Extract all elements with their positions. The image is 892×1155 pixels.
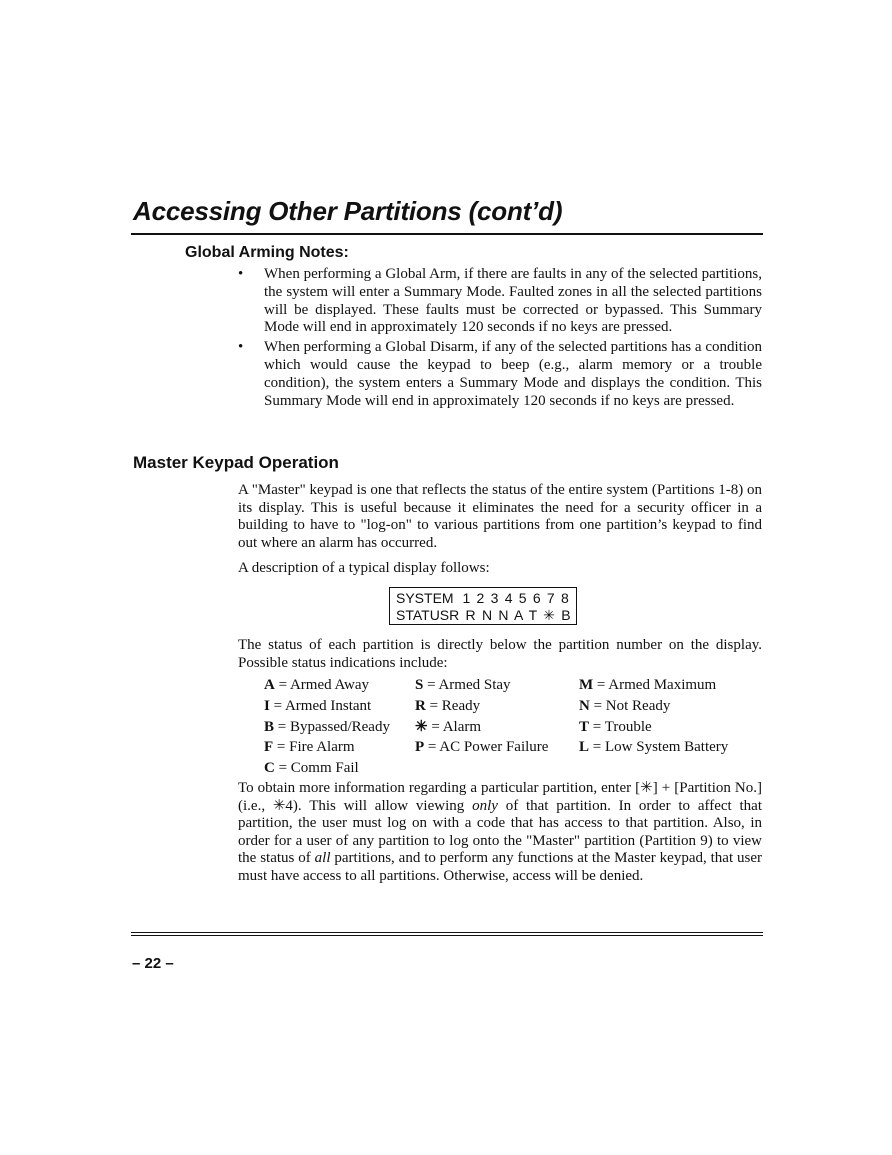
display-intro: A description of a typical display follows:	[238, 560, 490, 576]
list-item	[238, 339, 762, 410]
status-code-table	[264, 675, 779, 779]
master-keypad-intro: A "Master" keypad is one that reflects the status of the entire system (Partitions 1-8) on its display. This is useful because it eliminates the need for a security officer in a building to have to "log-on" to various partitions from one partition’s keypad to find out where an alarm has occurred.	[238, 482, 762, 551]
display-row-system	[396, 590, 570, 607]
status-code-entry: F = Fire Alarm	[264, 739, 355, 756]
status-code-entry: I = Armed Instant	[264, 697, 372, 714]
status-code-entry: ✳ = Alarm	[415, 718, 482, 735]
page-number: – 22 –	[132, 955, 174, 972]
list-item	[238, 266, 762, 337]
table-row	[264, 717, 779, 738]
status-code-entry: B = Bypassed/Ready	[264, 718, 390, 735]
status-code-entry: L = Low System Battery	[579, 739, 729, 756]
display-value: 1 2 3 4 5 6 7 8	[462, 590, 570, 606]
bullet-text: When performing a Global Arm, if there are faults in any of the selected partitions, the system will enter a Summary Mode. Faulted zones in all the selected partitions will be displayed. These faults must be corrected or bypassed. This Summary Mode will end in approximately 120 seconds if no keys are pressed.	[264, 266, 762, 336]
partition-access-paragraph: To obtain more information regarding a particular partition, enter [✳] + [Partition No.] (i.e., ✳4). This will allow viewing only of that partition. In order to affect that partition, the user must log on with a code that has access to that partition. Also, in order for a user of any partition to log onto the "Master" partition (Partition 9) to view the status of all partitions, and to perform any functions at the Master keypad, that user must have access to all partitions. Otherwise, access will be denied.	[238, 780, 762, 884]
footer-rule	[131, 932, 763, 933]
bullet-text: When performing a Global Disarm, if any of the selected partitions has a condition which would cause the keypad to beep (e.g., alarm memory or a trouble condition), the system enters a Summary Mode and displays the condition. This Summary Mode will end in approximately 120 seconds if no keys are pressed.	[264, 339, 762, 409]
table-row	[264, 696, 779, 717]
bullet-icon: •	[238, 266, 244, 282]
table-row	[264, 675, 779, 696]
display-label: SYSTEM	[396, 590, 454, 606]
display-value: R R N N A T ✳ B	[449, 607, 572, 623]
global-arming-heading: Global Arming Notes:	[185, 244, 349, 261]
status-code-entry: N = Not Ready	[579, 697, 671, 714]
display-row-status	[396, 607, 570, 624]
table-row	[264, 737, 779, 758]
bullet-icon: •	[238, 339, 244, 356]
master-keypad-heading: Master Keypad Operation	[133, 453, 339, 472]
status-intro: The status of each partition is directly below the partition number on the display. Possible status indications include:	[238, 637, 762, 671]
status-code-entry: R = Ready	[415, 697, 481, 714]
emphasis-only: only	[472, 797, 498, 814]
keypad-display-example	[389, 587, 577, 625]
title-rule	[131, 233, 763, 235]
status-code-entry: P = AC Power Failure	[415, 739, 549, 756]
status-code-entry: T = Trouble	[579, 718, 652, 735]
status-code-entry: C = Comm Fail	[264, 760, 359, 777]
display-label: STATUS	[396, 607, 450, 623]
status-code-entry: S = Armed Stay	[415, 677, 511, 693]
status-code-entry: M = Armed Maximum	[579, 677, 717, 693]
global-arming-list	[238, 266, 762, 412]
emphasis-all: all	[314, 850, 331, 867]
status-code-entry: A = Armed Away	[264, 677, 369, 693]
footer-rule	[131, 935, 763, 936]
page-title: Accessing Other Partitions (cont’d)	[133, 196, 563, 226]
table-row	[264, 758, 779, 779]
